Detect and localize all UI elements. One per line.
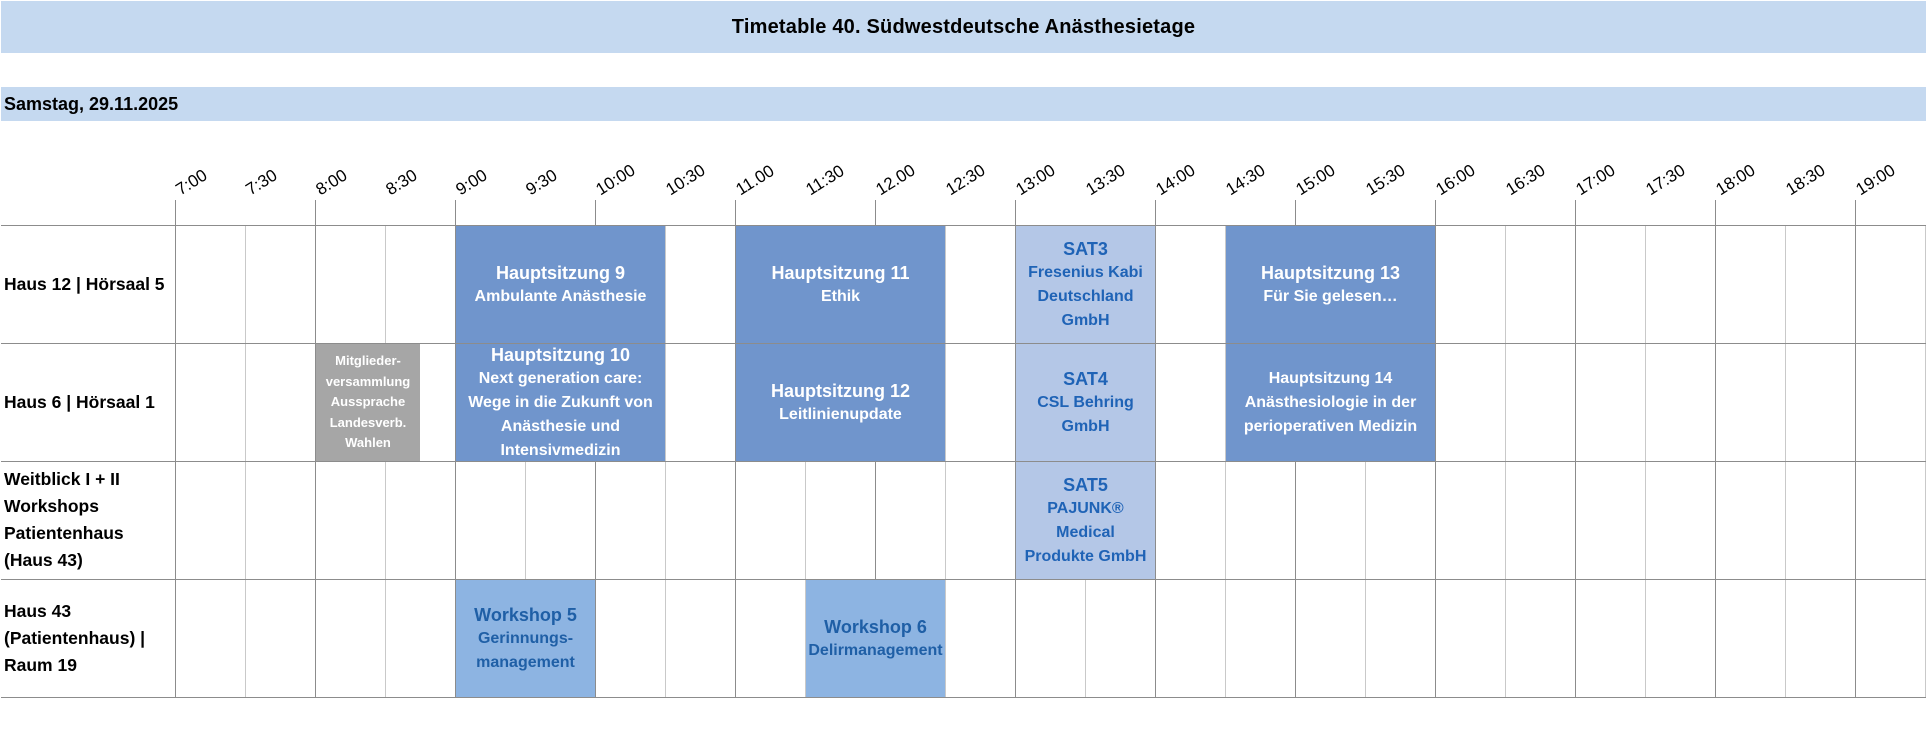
session-block[interactable] <box>806 580 945 697</box>
session-subtitle: Anästhesiologie in der <box>1244 393 1417 411</box>
time-label: 10:00 <box>592 160 639 200</box>
session-block[interactable] <box>1226 226 1435 343</box>
session-block[interactable] <box>736 344 945 461</box>
room-label <box>4 579 171 697</box>
session-block[interactable] <box>316 344 420 461</box>
time-label: 12:30 <box>942 160 989 200</box>
session-title: Hauptsitzung 9 <box>496 262 625 283</box>
time-label: 19:00 <box>1852 160 1899 200</box>
session-subtitle: Next generation care: <box>478 369 643 387</box>
session-block[interactable] <box>456 226 665 343</box>
grid-row-line <box>1 461 1926 462</box>
session-title: SAT3 <box>1063 238 1108 259</box>
session-subtitle: Leitlinienupdate <box>779 405 902 423</box>
time-label: 18:00 <box>1712 160 1759 200</box>
time-label: 16:30 <box>1502 160 1549 200</box>
session-subtitle: Landesverb. <box>329 414 407 430</box>
room-label <box>4 343 171 461</box>
room-label-line: Haus 6 | Hörsaal 1 <box>4 391 155 412</box>
session-block[interactable] <box>1016 344 1155 461</box>
session-title: Hauptsitzung 12 <box>770 380 910 401</box>
session-block[interactable] <box>736 226 945 343</box>
room-label <box>4 225 171 343</box>
time-label: 7:00 <box>172 165 211 200</box>
time-label: 9:00 <box>452 165 491 200</box>
time-label: 8:30 <box>382 165 421 200</box>
session-subtitle: Deutschland <box>1037 287 1134 305</box>
time-label: 11.00 <box>732 161 778 200</box>
session-subtitle: Ethik <box>820 287 861 305</box>
session-subtitle: GmbH <box>1061 311 1110 329</box>
room-label-line: (Haus 43) <box>4 550 83 570</box>
session-title: Hauptsitzung 10 <box>490 344 630 365</box>
session-title: Hauptsitzung 11 <box>771 262 910 283</box>
time-label: 7:30 <box>242 165 281 200</box>
session-title: SAT4 <box>1063 368 1108 389</box>
room-label-line: Weitblick I + II <box>4 469 120 489</box>
time-label: 15:30 <box>1362 160 1409 200</box>
session-subtitle: Aussprache <box>330 394 406 410</box>
session-block[interactable] <box>1016 462 1155 579</box>
time-label: 11:30 <box>802 161 848 200</box>
time-label: 12.00 <box>872 160 919 200</box>
grid-row-line <box>1 343 1926 344</box>
session-block[interactable] <box>456 580 595 697</box>
session-subtitle: GmbH <box>1061 417 1110 435</box>
session-title: Workshop 5 <box>474 604 577 625</box>
room-label-line: Raum 19 <box>4 654 77 675</box>
room-label <box>4 461 171 579</box>
time-label: 8:00 <box>312 165 351 200</box>
room-label-line: Haus 12 | Hörsaal 5 <box>4 273 165 294</box>
session-title: Workshop 6 <box>824 616 927 637</box>
time-label: 10:30 <box>662 160 709 200</box>
time-label: 17:30 <box>1642 160 1689 200</box>
session-subtitle: Intensivmedizin <box>500 441 621 459</box>
session-subtitle: Für Sie gelesen… <box>1263 287 1398 305</box>
date-label: Samstag, 29.11.2025 <box>1 87 1926 121</box>
session-title: SAT5 <box>1063 474 1108 495</box>
session-subtitle: Gerinnungs- <box>477 629 574 647</box>
page-title: Timetable 40. Südwestdeutsche Anästhesietage <box>1 1 1926 53</box>
time-label: 13:30 <box>1082 160 1129 200</box>
time-label: 16:00 <box>1432 160 1479 200</box>
grid-column-line <box>1435 200 1436 697</box>
session-subtitle: management <box>476 653 575 671</box>
grid-column-line <box>1575 200 1576 697</box>
time-label: 14:30 <box>1222 160 1269 200</box>
room-label-line: (Patientenhaus) | <box>4 627 146 648</box>
session-subtitle: Wahlen <box>345 435 391 451</box>
grid-row-line <box>1 697 1926 698</box>
session-subtitle: Ambulante Anästhesie <box>474 287 647 305</box>
session-subtitle: CSL Behring <box>1037 393 1134 411</box>
session-title: Hauptsitzung 13 <box>1260 262 1400 283</box>
grid-column-line <box>175 200 176 697</box>
time-label: 14:00 <box>1152 160 1199 200</box>
session-subtitle: Delirmanagement <box>808 641 943 659</box>
time-label: 18:30 <box>1782 160 1829 200</box>
time-label: 13:00 <box>1012 160 1059 200</box>
grid-column-line <box>1855 200 1856 697</box>
session-block[interactable] <box>456 344 665 461</box>
room-label-line: Workshops <box>4 496 99 516</box>
grid-row-line <box>1 225 1926 226</box>
session-subtitle: Hauptsitzung 14 <box>1268 369 1393 387</box>
time-label: 9:30 <box>522 165 561 200</box>
grid-column-line <box>1715 200 1716 697</box>
room-label-line: Haus 43 <box>4 600 72 621</box>
room-label-line: Patientenhaus <box>4 523 124 543</box>
session-subtitle: Mitglieder- <box>335 353 401 369</box>
session-subtitle: Anästhesie und <box>500 417 621 435</box>
grid-column-line <box>1155 200 1156 697</box>
session-subtitle: PAJUNK® Medical <box>1047 499 1124 541</box>
session-subtitle: perioperativen Medizin <box>1243 417 1418 435</box>
session-subtitle: Fresenius Kabi <box>1028 263 1143 281</box>
session-subtitle: versammlung <box>325 373 411 389</box>
session-subtitle: Produkte GmbH <box>1024 547 1147 565</box>
session-subtitle: Wege in die Zukunft von <box>468 393 653 411</box>
time-label: 17:00 <box>1572 160 1619 200</box>
time-label: 15:00 <box>1292 160 1339 200</box>
grid-row-line <box>1 579 1926 580</box>
session-block[interactable] <box>1226 344 1435 461</box>
session-block[interactable] <box>1016 226 1155 343</box>
